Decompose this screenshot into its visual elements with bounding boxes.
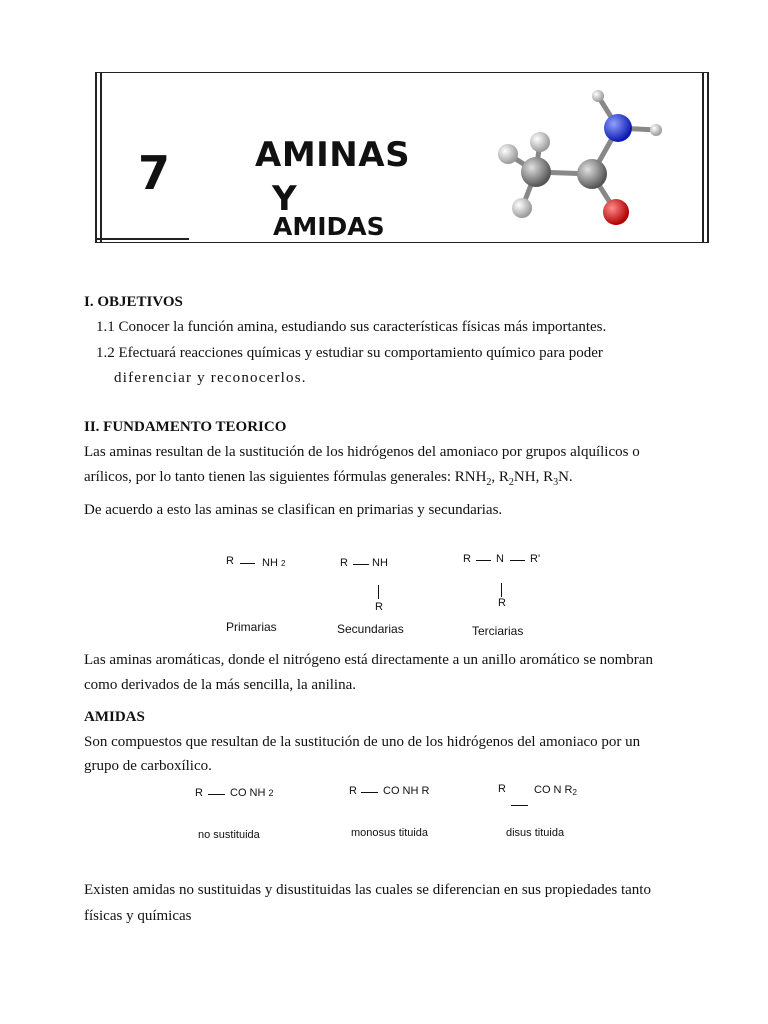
secondary-amine-vertical-bond	[378, 585, 379, 599]
amide-mono-conhr: CO NH R	[383, 785, 430, 797]
label-no-sustituida: no sustituida	[198, 829, 260, 841]
chapter-title-line1: AMINAS	[255, 135, 411, 175]
primary-amine-nh2: NH 2	[262, 557, 286, 569]
tertiary-amine-bond-right	[510, 560, 525, 561]
section-heading-amidas: AMIDAS	[84, 709, 145, 725]
amide-mono-r: R	[349, 785, 357, 797]
amidas-paragraph-line1: Son compuestos que resultan de la sustitución de uno de los hidrógenos del amoniaco por un	[84, 734, 641, 750]
aromatic-paragraph-line1: Las aminas aromáticas, donde el nitrógeno está directamente a un anillo aromático se nombran	[84, 652, 653, 668]
primary-amine-bond	[240, 563, 255, 564]
label-terciarias: Terciarias	[472, 624, 524, 638]
tertiary-amine-bond-left	[476, 560, 491, 561]
tertiary-amine-r: R	[463, 553, 471, 565]
hydrogen-atom	[650, 124, 662, 136]
section-heading-objetivos: I. OBJETIVOS	[84, 294, 183, 310]
label-monosustituida: monosus tituida	[351, 827, 429, 839]
label-secundarias: Secundarias	[337, 622, 404, 636]
tertiary-amine-r3: R	[498, 597, 506, 609]
aromatic-paragraph-line2: como derivados de la más sencilla, la anilina.	[84, 677, 356, 693]
chapter-title-line2: Y	[272, 179, 297, 219]
label-primarias: Primarias	[226, 620, 277, 634]
amide-di-r: R	[498, 783, 506, 795]
header-left-border	[95, 72, 97, 243]
objective-2-line1: 1.2 Efectuará reacciones químicas y estudiar su comportamiento químico para poder	[96, 345, 603, 361]
carbon-atom	[577, 159, 607, 189]
amide-unsubst-r: R	[195, 787, 203, 799]
secondary-amine-r: R	[340, 557, 348, 569]
section-heading-fundamento: II. FUNDAMENTO TEORICO	[84, 419, 287, 435]
amide-unsubst-conh2: CO NH 2	[230, 787, 274, 799]
classification-sentence: De acuerdo a esto las aminas se clasifican en primarias y secundarias.	[84, 502, 503, 518]
amide-di-bond	[511, 805, 528, 806]
header-left-border-inner	[100, 72, 102, 243]
amide-mono-bond	[361, 792, 378, 793]
label-disustituida: disus tituida	[506, 827, 565, 839]
tertiary-amine-rprime: R'	[530, 553, 541, 565]
secondary-amine-r2: R	[375, 601, 383, 613]
final-paragraph-line1: Existen amidas no sustituidas y disustituidas las cuales se diferencian en sus propiedades tanto	[84, 882, 651, 898]
primary-amine-r: R	[226, 555, 234, 567]
hydrogen-atom	[530, 132, 550, 152]
tertiary-amine-vertical-bond	[501, 583, 502, 597]
tertiary-amine-n: N	[496, 553, 504, 565]
chapter-number: 7	[138, 146, 171, 200]
header-right-border-inner	[702, 72, 704, 243]
fundamento-paragraph-line2: arílicos, por lo tanto tienen las siguientes fórmulas generales: $RNH_2$, $R_2NH$, $R_3N$.	[84, 469, 573, 488]
nitrogen-atom	[604, 114, 632, 142]
amidas-paragraph-line2: grupo de carboxílico.	[84, 758, 212, 774]
amide-unsubst-bond	[208, 794, 225, 795]
objective-1: 1.1 Conocer la función amina, estudiando sus características físicas más importantes.	[96, 319, 607, 335]
objective-2-line2: diferenciar y reconocerlos.	[114, 370, 307, 386]
secondary-amine-nh: NH	[372, 557, 388, 569]
header-right-border	[707, 72, 709, 243]
chapter-title-line3: AMIDAS	[273, 212, 385, 241]
acetamide-molecule-image	[480, 82, 690, 232]
hydrogen-atom	[498, 144, 518, 164]
secondary-amine-bond	[353, 564, 369, 565]
fundamento-paragraph-line1: Las aminas resultan de la sustitución de los hidrógenos del amoniaco por grupos alquílicos o	[84, 444, 640, 460]
header-bottom-accent	[95, 238, 189, 240]
hydrogen-atom	[512, 198, 532, 218]
oxygen-atom	[603, 199, 629, 225]
amide-di-conr2: CO N R2	[534, 784, 577, 797]
carbon-atom	[521, 157, 551, 187]
final-paragraph-line2: físicas y químicas	[84, 908, 192, 924]
hydrogen-atom	[592, 90, 604, 102]
